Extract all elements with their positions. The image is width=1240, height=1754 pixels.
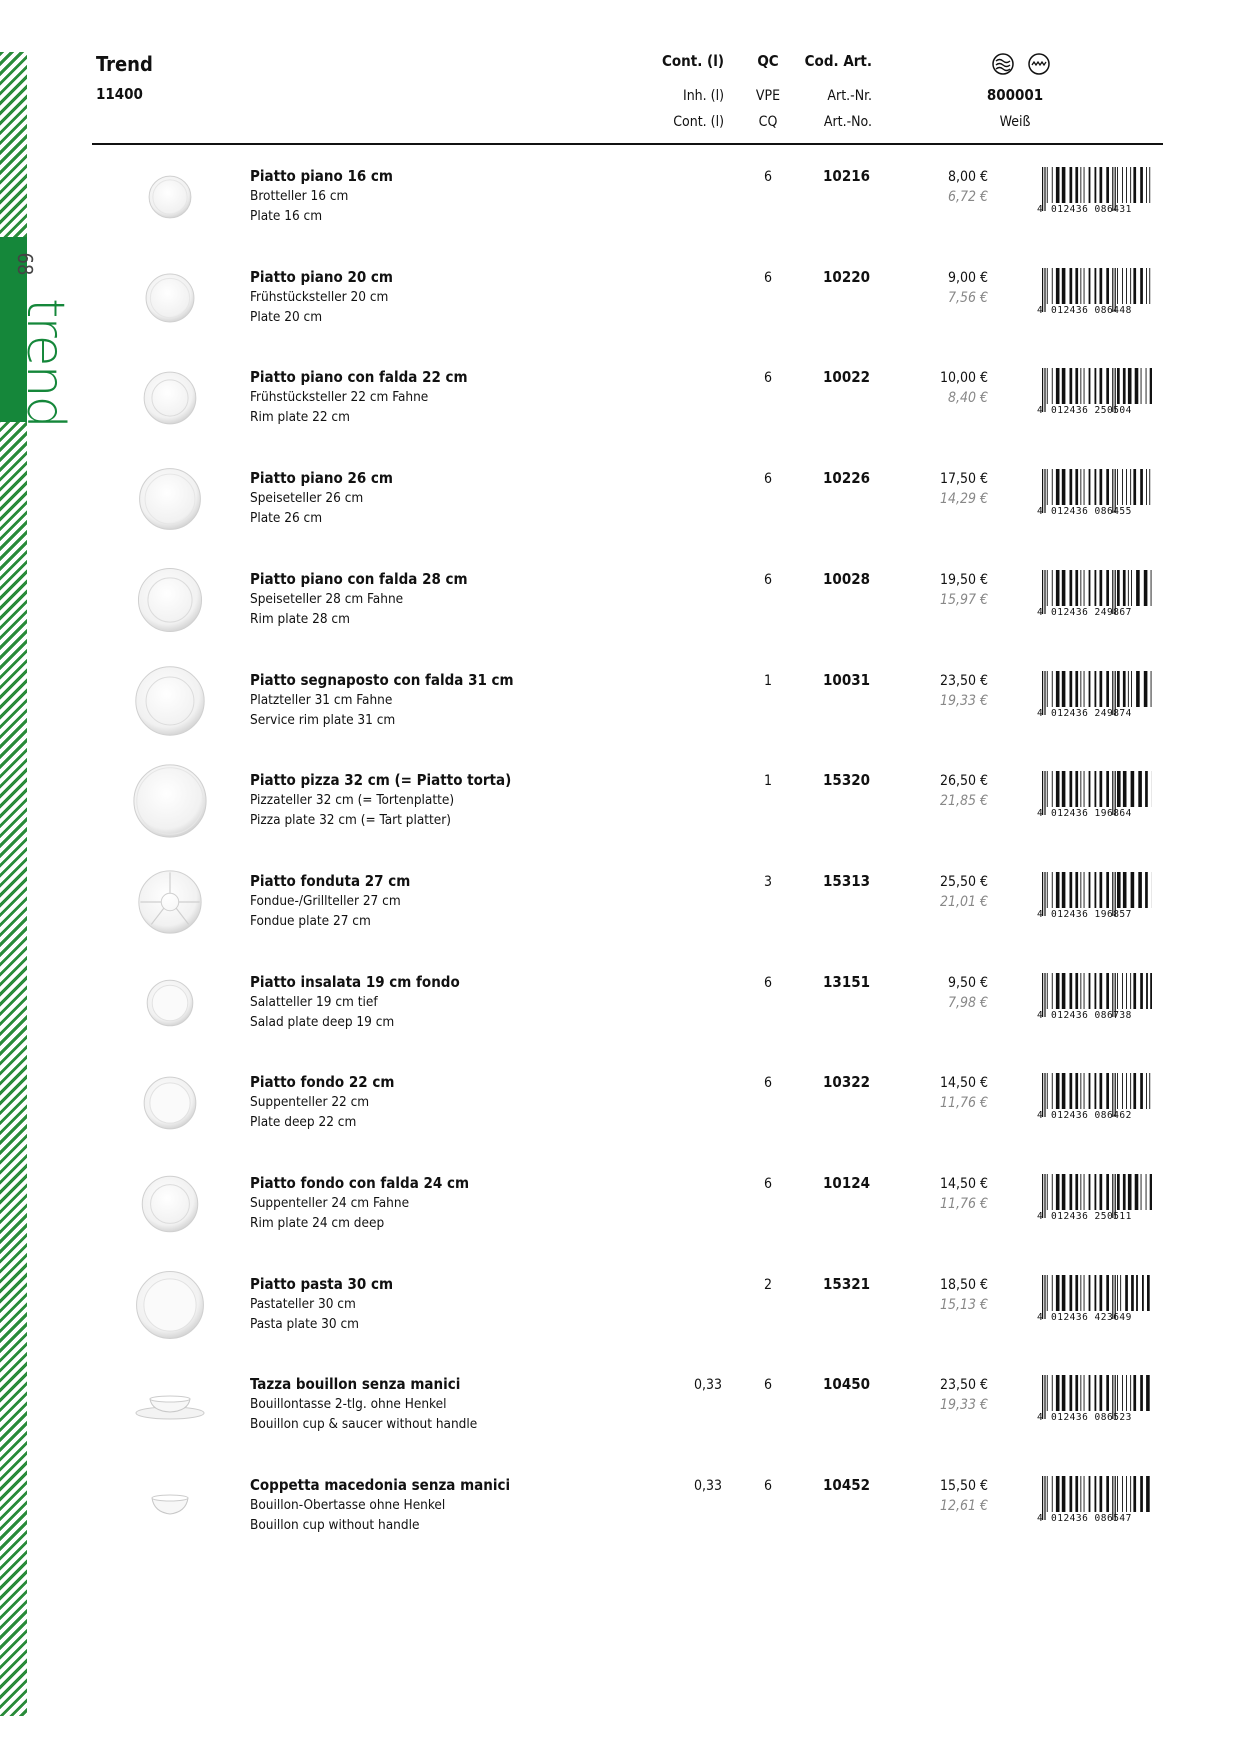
product-row: [0, 872, 1240, 972]
product-qc: 6: [763, 370, 772, 387]
barcode-number-rest: 012436 250504: [1051, 405, 1132, 417]
product-row: [0, 973, 1240, 1073]
product-name-it: Tazza bouillon senza manici: [250, 1375, 461, 1394]
product-row: [0, 167, 1240, 267]
barcode-number-rest: 012436 086547: [1051, 1513, 1132, 1525]
barcode-number-first: 4: [1037, 1412, 1043, 1424]
product-price-net: 11,76 €: [939, 1095, 988, 1112]
barcode-number-rest: 012436 196857: [1051, 908, 1132, 920]
decor-code: 800001: [986, 86, 1044, 104]
product-price: 17,50 €: [939, 471, 988, 488]
product-name-en: Pasta plate 30 cm: [250, 1315, 359, 1332]
product-name-it: Piatto fonduta 27 cm: [250, 871, 411, 890]
product-qc: 6: [763, 269, 772, 286]
product-price: 9,50 €: [947, 974, 988, 991]
product-price-net: 14,29 €: [939, 491, 988, 508]
cont-header-de: Inh. (l): [682, 88, 724, 104]
product-row: [0, 570, 1240, 670]
product-price: 25,50 €: [939, 873, 988, 890]
product-name-en: Salad plate deep 19 cm: [250, 1013, 395, 1030]
product-name-en: Bouillon cup without handle: [250, 1517, 420, 1534]
product-price: 15,50 €: [939, 1478, 988, 1495]
product-qc: 1: [763, 773, 772, 790]
product-row: [0, 1174, 1240, 1274]
microwave-icon: [1028, 53, 1050, 75]
product-image: [130, 560, 210, 640]
product-name-it: Piatto insalata 19 cm fondo: [250, 972, 460, 991]
product-image: [130, 358, 210, 438]
barcode-number-first: 4: [1037, 405, 1043, 417]
product-price: 23,50 €: [939, 672, 988, 689]
product-row: [0, 469, 1240, 569]
product-content: 0,33: [693, 1377, 722, 1394]
product-content: 0,33: [693, 1478, 722, 1495]
product-qc: 1: [763, 672, 772, 689]
decor-name: Weiß: [999, 114, 1031, 130]
product-row: [0, 1073, 1240, 1173]
barcode-number-first: 4: [1037, 1211, 1043, 1222]
product-name-de: Frühstücksteller 22 cm Fahne: [250, 389, 429, 406]
product-name-de: Salatteller 19 cm tief: [250, 993, 378, 1010]
page-title: Trend: [96, 52, 153, 76]
product-name-it: Piatto piano con falda 28 cm: [250, 569, 468, 588]
product-qc: 6: [763, 1075, 772, 1092]
barcode-number-first: 4: [1037, 1009, 1043, 1021]
barcode-number-first: 4: [1037, 1110, 1043, 1122]
product-image: [130, 761, 210, 841]
product-price: 14,50 €: [939, 1075, 988, 1092]
product-name-en: Plate 26 cm: [250, 510, 323, 527]
product-code: 10322: [823, 1073, 870, 1092]
product-code: 10226: [823, 469, 870, 488]
product-code: 10028: [823, 569, 870, 588]
barcode-number-first: 4: [1037, 908, 1043, 920]
product-name-de: Frühstücksteller 20 cm: [250, 288, 389, 305]
cont-header: Cont. (l): [661, 52, 724, 70]
barcode-number-rest: 012436 086738: [1051, 1009, 1132, 1021]
barcode-number-rest: 012436 086455: [1051, 506, 1132, 518]
product-image: [130, 1466, 210, 1546]
product-code: 15320: [823, 771, 870, 790]
barcode-number-rest: 012436 086523: [1051, 1412, 1132, 1424]
product-price-net: 21,85 €: [939, 793, 988, 810]
product-name-it: Piatto fondo 22 cm: [250, 1073, 395, 1092]
product-qc: 6: [763, 1176, 772, 1192]
product-price-net: 15,13 €: [939, 1296, 988, 1313]
series-logo-word: trend: [15, 298, 75, 427]
product-qc: 2: [763, 1276, 772, 1293]
product-name-en: Plate 16 cm: [250, 208, 323, 224]
product-code: 10450: [823, 1375, 870, 1394]
product-name-de: Fondue-/Grillteller 27 cm: [250, 892, 401, 909]
product-name-en: Rim plate 22 cm: [250, 409, 350, 426]
product-qc: 6: [763, 1478, 772, 1495]
product-qc: 3: [763, 873, 772, 890]
barcode-number-rest: 012436 249867: [1051, 606, 1132, 618]
product-price: 9,00 €: [947, 269, 988, 286]
product-code: 15321: [823, 1274, 870, 1293]
product-name-it: Piatto piano con falda 22 cm: [250, 368, 468, 387]
product-image: [130, 459, 210, 539]
product-name-it: Piatto piano 16 cm: [250, 167, 393, 185]
product-qc: 6: [763, 471, 772, 488]
product-image: [130, 862, 210, 942]
product-price: 19,50 €: [939, 571, 988, 588]
barcode-number-first: 4: [1037, 204, 1043, 215]
product-price: 26,50 €: [939, 773, 988, 790]
product-price-net: 19,33 €: [939, 1397, 988, 1414]
product-price-net: 11,76 €: [939, 1196, 988, 1212]
product-name-en: Service rim plate 31 cm: [250, 711, 396, 728]
product-name-de: Bouillon-Obertasse ohne Henkel: [250, 1497, 446, 1514]
product-name-de: Suppenteller 24 cm Fahne: [250, 1195, 410, 1211]
cont-header-en: Cont. (l): [673, 114, 724, 130]
product-image: [130, 1063, 210, 1143]
product-row: [0, 1275, 1240, 1375]
barcode-number-rest: 012436 086431: [1051, 204, 1132, 215]
product-price-net: 7,98 €: [947, 994, 988, 1011]
product-image: [130, 157, 210, 237]
product-name-en: Fondue plate 27 cm: [250, 912, 371, 929]
product-name-de: Platzteller 31 cm Fahne: [250, 691, 393, 708]
product-code: 10452: [823, 1476, 870, 1495]
product-name-it: Piatto piano 26 cm: [250, 469, 393, 488]
product-code: 10031: [823, 670, 870, 689]
product-name-en: Pizza plate 32 cm (= Tart platter): [250, 812, 451, 829]
code-header-de: Art.-Nr.: [827, 88, 872, 104]
product-name-de: Pizzateller 32 cm (= Tortenplatte): [250, 792, 455, 809]
product-image: [130, 1164, 210, 1244]
product-code: 13151: [823, 972, 870, 991]
product-price: 18,50 €: [939, 1276, 988, 1293]
product-code: 10022: [823, 368, 870, 387]
product-row: [0, 268, 1240, 368]
product-price-net: 21,01 €: [939, 893, 988, 910]
product-image: [130, 1265, 210, 1345]
product-price: 10,00 €: [939, 370, 988, 387]
product-price-net: 8,40 €: [947, 390, 988, 407]
barcode-number-first: 4: [1037, 808, 1043, 820]
product-row: [0, 671, 1240, 771]
barcode-number-first: 4: [1037, 1311, 1043, 1323]
qc-header-en: CQ: [758, 114, 778, 130]
product-image: [130, 963, 210, 1043]
product-name-it: Piatto segnaposto con falda 31 cm: [250, 670, 514, 689]
product-row: [0, 771, 1240, 871]
series-code: 11400: [96, 85, 143, 103]
product-price: 8,00 €: [947, 169, 988, 185]
barcode-number-rest: 012436 250511: [1051, 1211, 1132, 1222]
product-name-en: Plate 20 cm: [250, 308, 323, 325]
product-qc: 6: [763, 974, 772, 991]
product-code: 10216: [823, 167, 870, 185]
product-price-net: 15,97 €: [939, 591, 988, 608]
barcode-number-first: 4: [1037, 707, 1043, 719]
product-code: 10124: [823, 1174, 870, 1192]
product-image: [130, 1365, 210, 1445]
product-name-it: Piatto fondo con falda 24 cm: [250, 1174, 470, 1192]
page-number: 68: [13, 252, 37, 276]
product-name-it: Coppetta macedonia senza manici: [250, 1476, 511, 1495]
barcode-number-first: 4: [1037, 606, 1043, 618]
product-name-it: Piatto pizza 32 cm (= Piatto torta): [250, 771, 512, 790]
barcode-number-first: 4: [1037, 304, 1043, 316]
barcode-number-rest: 012436 086462: [1051, 1110, 1132, 1122]
barcode-number-first: 4: [1037, 1513, 1043, 1525]
qc-header: QC: [757, 52, 779, 70]
barcode-number-rest: 012436 196864: [1051, 808, 1132, 820]
product-price-net: 12,61 €: [939, 1498, 988, 1515]
product-code: 10220: [823, 267, 870, 286]
product-price-net: 19,33 €: [939, 692, 988, 709]
product-name-de: Bouillontasse 2-tlg. ohne Henkel: [250, 1396, 447, 1413]
product-price: 14,50 €: [939, 1176, 988, 1192]
product-row: [0, 1375, 1240, 1475]
product-row: [0, 1476, 1240, 1576]
code-header-en: Art.-No.: [823, 114, 872, 130]
barcode-number-rest: 012436 086448: [1051, 304, 1132, 316]
product-name-de: Suppenteller 22 cm: [250, 1094, 370, 1111]
product-qc: 6: [763, 571, 772, 588]
barcode-number-first: 4: [1037, 506, 1043, 518]
product-qc: 6: [763, 169, 772, 185]
product-name-en: Plate deep 22 cm: [250, 1114, 357, 1131]
product-name-de: Brotteller 16 cm: [250, 188, 349, 204]
product-price-net: 6,72 €: [947, 189, 988, 205]
barcode-number-rest: 012436 423649: [1051, 1311, 1132, 1323]
product-price: 23,50 €: [939, 1377, 988, 1394]
product-code: 15313: [823, 871, 870, 890]
code-header: Cod. Art.: [804, 52, 872, 70]
product-name-en: Bouillon cup & saucer without handle: [250, 1416, 478, 1433]
product-price-net: 7,56 €: [947, 289, 988, 306]
product-row: [0, 368, 1240, 468]
product-image: [130, 661, 210, 741]
product-name-it: Piatto piano 20 cm: [250, 267, 393, 286]
product-name-en: Rim plate 28 cm: [250, 610, 350, 627]
product-qc: 6: [763, 1377, 772, 1394]
product-name-de: Speiseteller 26 cm: [250, 490, 364, 507]
dishwasher-icon: [992, 53, 1014, 75]
product-image: [130, 258, 210, 338]
product-name-it: Piatto pasta 30 cm: [250, 1274, 394, 1293]
product-name-en: Rim plate 24 cm deep: [250, 1215, 385, 1231]
qc-header-de: VPE: [755, 88, 781, 104]
product-name-de: Pastateller 30 cm: [250, 1295, 356, 1312]
header-rule: [92, 143, 1163, 145]
product-name-de: Speiseteller 28 cm Fahne: [250, 590, 404, 607]
barcode-number-rest: 012436 249874: [1051, 707, 1132, 719]
